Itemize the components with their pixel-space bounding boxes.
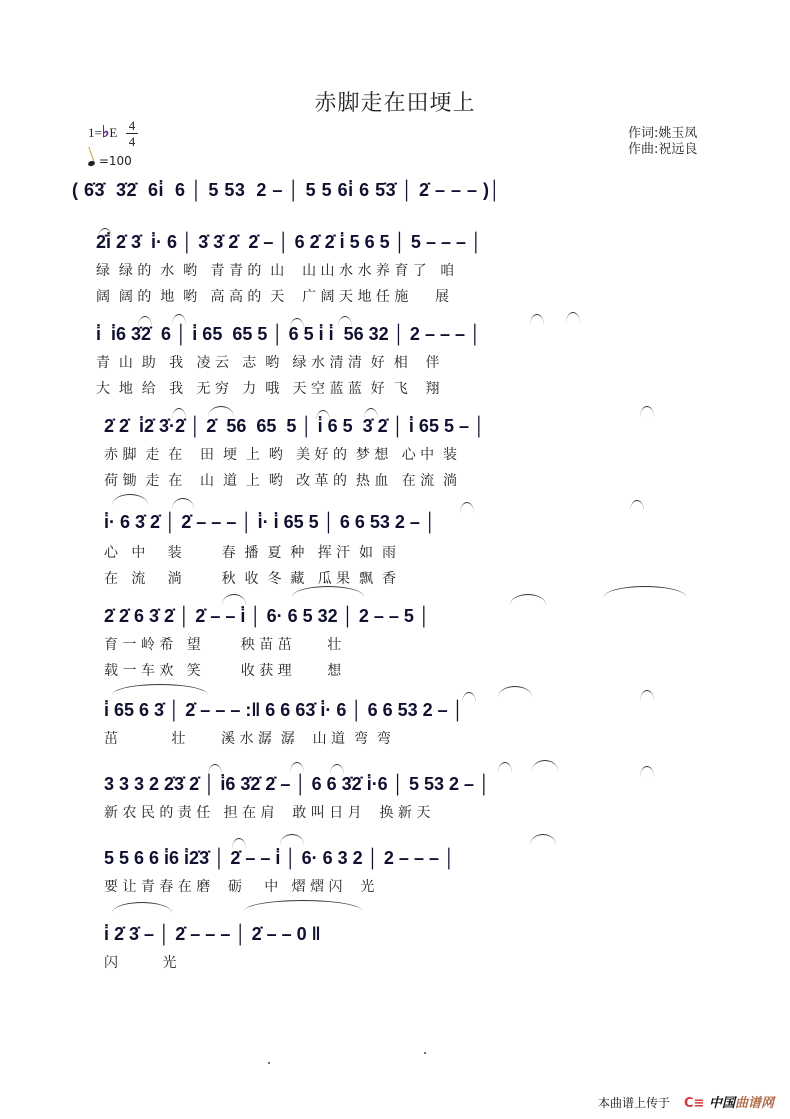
lyrics-verse-2: 阔 阔 的 地 哟 高 高 的 天 广 阔 天 地 任 施 展 xyxy=(96,289,450,305)
logo-text-a: 中国 xyxy=(708,1096,735,1111)
tempo-marking xyxy=(88,154,132,168)
notation-line: ( 6̇3̇ 3̇2̇ 6i̇ 6 │ 5 53 2 – │ 5 5 6i̇ 6 5̇3̇ │ 2̇ – – – )│ xyxy=(72,180,502,200)
lyrics-verse-1: 茁 壮 溪 水 潺 潺 山 道 弯 弯 xyxy=(104,731,391,747)
lyrics-verse-2: 大 地 给 我 无 穷 力 哦 天 空 蓝 蓝 好 飞 翔 xyxy=(96,381,440,397)
lyrics-verse-1: 青 山 助 我 凌 云 志 哟 绿 水 清 清 好 相 伴 xyxy=(96,355,440,371)
notation-line: 3 3 3 2 2̇3̇ 2̇ │ i̇6 3̇2̇ 2̇ – │ 6 6 3̇2̇ i̇·6 │ 5 53 2 – │ xyxy=(104,774,491,794)
lyrics-verse-1: 要 让 青 春 在 磨 砺 中 熠 熠 闪 光 xyxy=(104,879,375,895)
time-bottom: 4 xyxy=(126,133,138,149)
key-letter: E xyxy=(109,125,118,140)
time-signature xyxy=(126,118,138,149)
notation-line: i̇ i̇6 3̇2̇ 6 │ i̇ 65 65 5 │ 6 5 i̇ i̇ 56 32 │ 2 – – – │ xyxy=(96,324,482,344)
tempo-value: =100 xyxy=(98,154,132,168)
time-top: 4 xyxy=(128,118,136,133)
credits xyxy=(628,126,697,158)
lyrics-verse-1: 新 农 民 的 责 任 担 在 肩 敢 叫 日 月 换 新 天 xyxy=(104,805,431,821)
lyrics-verse-2: 载 一 车 欢 笑 收 获 理 想 xyxy=(104,663,342,679)
notation-line: 2̇ 2̇ i̇2̇ 3̇·2̇ │ 2̇ 56 65 5 │ i̇ 6 5 3̇ 2̇ │ i̇ 65 5 – │ xyxy=(104,416,486,436)
lyrics-verse-2: 在 流 淌 秋 收 冬 藏 瓜 果 飘 香 xyxy=(104,571,396,587)
notation-line: i̇· 6 3̇ 2̇ │ 2̇ – – – │ i̇· i̇ 65 5 │ 6 6 53 2 – │ xyxy=(104,512,437,532)
lyricist: 作词:姚玉凤 xyxy=(628,126,698,141)
lyrics-verse-1: 心 中 装 春 播 夏 种 挥 汗 如 雨 xyxy=(104,545,396,561)
notation-line: 2̇ 2̇ 6 3̇ 2̇ │ 2̇ – – i̇ │ 6· 6 5 32 │ 2 – – 5 │ xyxy=(104,606,431,626)
notation-line: 5 5 6 6 i̇6 i̇2̇3̇ │ 2̇ – – i̇ │ 6· 6 3 2 │ 2 – – – │ xyxy=(104,848,456,868)
key-prefix: 1= xyxy=(88,125,102,140)
flat-icon: ♭ xyxy=(101,124,110,141)
logo-text-b: 曲谱网 xyxy=(734,1096,774,1111)
logo-mark-icon: C≡ xyxy=(684,1096,705,1111)
upload-note: 本曲谱上传于 xyxy=(598,1096,671,1110)
key-signature xyxy=(88,118,136,149)
composer: 作曲:祝远良 xyxy=(628,142,698,157)
song-title: 赤脚走在田埂上 xyxy=(314,91,476,116)
lyrics-verse-1: 绿 绿 的 水 哟 青 青 的 山 山 山 水 水 养 育 了 咱 xyxy=(96,263,455,279)
lyrics-verse-1: 闪 光 xyxy=(104,955,177,971)
notation-line: 2̇i̇ 2̇ 3̇ i̇· 6 │ 3̇ 3̇ 2̇ 2̇ – │ 6 2̇ 2̇ i̇ 5 6 5 │ 5 – – – │ xyxy=(96,232,483,252)
lyrics-verse-1: 育 一 岭 希 望 秧 苗 茁 壮 xyxy=(104,637,342,653)
site-logo[interactable] xyxy=(684,1092,774,1111)
quarter-note-icon xyxy=(87,160,95,167)
lyrics-verse-2: 荷 锄 走 在 山 道 上 哟 改 革 的 热 血 在 流 淌 xyxy=(104,473,458,489)
notation-line: i̇ 65 6 3̇ │ 2̇ – – – :‖ 6 6 63̇ i̇· 6 │ 6 6 53 2 – │ xyxy=(104,700,464,720)
notation-line: i̇ 2̇ 3̇ – │ 2̇ – – – │ 2̇ – – 0 ‖ xyxy=(104,924,321,944)
lyrics-verse-1: 赤 脚 走 在 田 埂 上 哟 美 好 的 梦 想 心 中 装 xyxy=(104,447,458,463)
